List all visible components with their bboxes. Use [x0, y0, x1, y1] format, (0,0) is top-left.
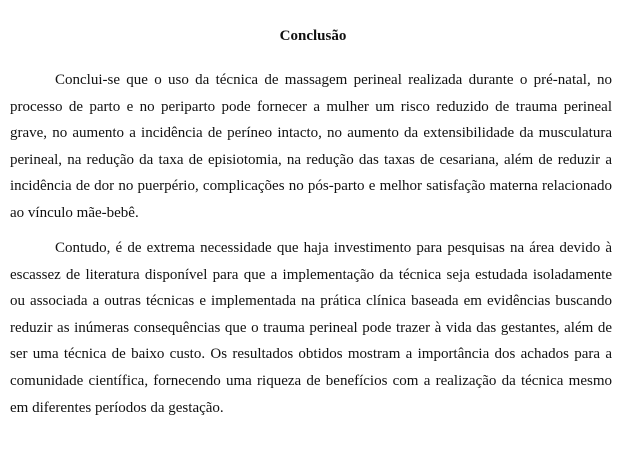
paragraph-2: Contudo, é de extrema necessidade que haja investimento para pesquisas na área devido à escassez de literatura disponível para que a implementação da técnica seja estudada isoladamente ou associada a outras técnicas e implementada na prática clínica baseada em evidências buscando reduzir as inúmeras consequências que o trauma perineal pode trazer à vida das gestantes, além de ser uma técnica de baixo custo. Os resultados obtidos mostram a importância dos achados para a comunidade científica, fornecendo uma riqueza de benefícios com a realização da técnica mesmo em diferentes períodos da gestação. [10, 240, 612, 416]
paragraph-1: Conclui-se que o uso da técnica de massagem perineal realizada durante o pré-natal, no processo de parto e no periparto pode fornecer a mulher um risco reduzido de trauma perineal grave, no aumento a incidência de períneo intacto, no aumento da extensibilidade da musculatura perineal, na redução da taxa de episiotomia, na redução das taxas de cesariana, além de reduzir a incidência de dor no puerpério, complicações no pós-parto e melhor satisfação materna relacionado ao vínculo mãe-bebê. [10, 72, 612, 221]
section-title: Conclusão [279, 28, 347, 44]
